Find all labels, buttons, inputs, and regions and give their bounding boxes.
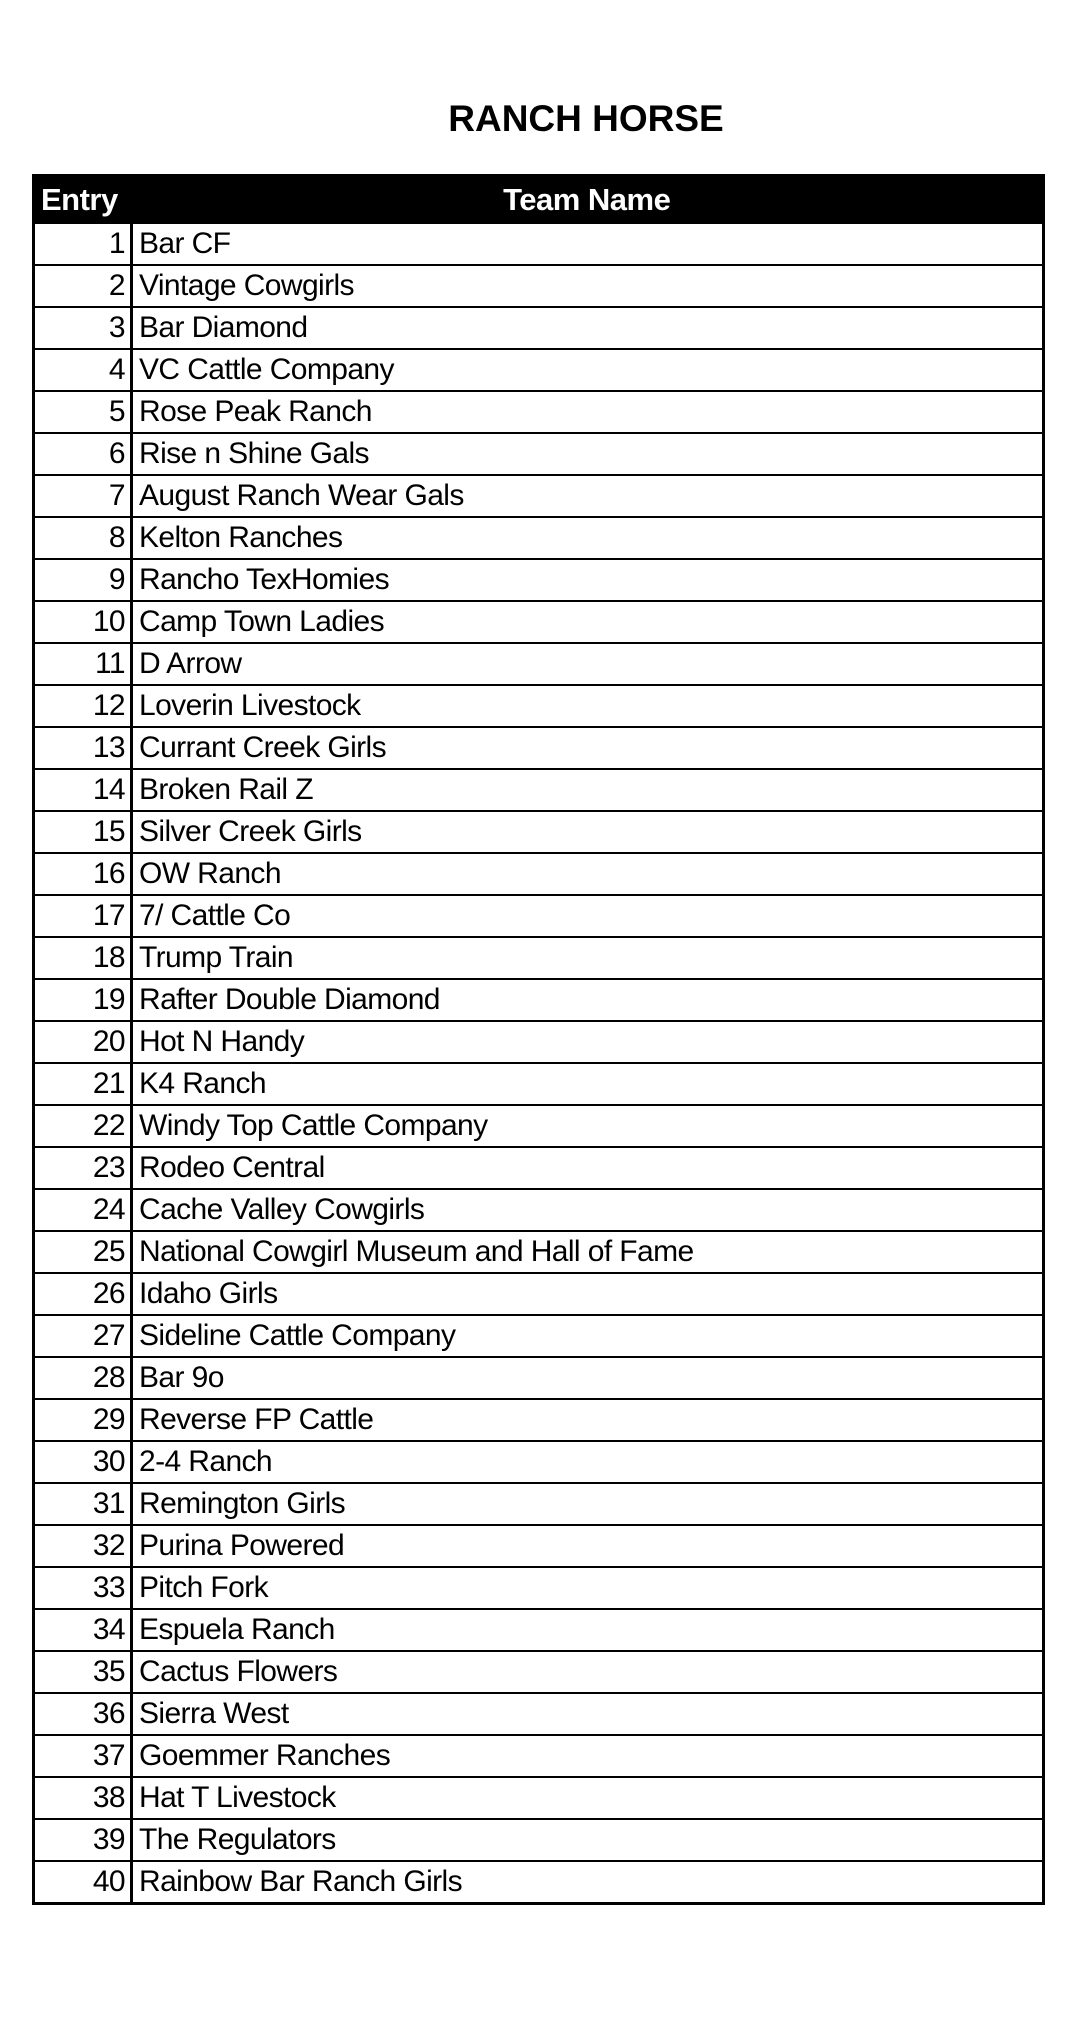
team-name-cell: Bar 9o <box>132 1357 1044 1399</box>
table-row <box>34 1105 1044 1147</box>
entry-number-cell: 8 <box>34 517 132 559</box>
table-row <box>34 1567 1044 1609</box>
entry-number-cell: 7 <box>34 475 132 517</box>
table-row <box>34 1483 1044 1525</box>
entry-number-cell: 28 <box>34 1357 132 1399</box>
table-row <box>34 1819 1044 1861</box>
table-row <box>34 853 1044 895</box>
entry-number-cell: 27 <box>34 1315 132 1357</box>
table-row <box>34 1441 1044 1483</box>
table-row <box>34 517 1044 559</box>
entry-number-cell: 10 <box>34 601 132 643</box>
team-name-cell: Rodeo Central <box>132 1147 1044 1189</box>
table-row <box>34 601 1044 643</box>
entry-number-cell: 17 <box>34 895 132 937</box>
entry-number-cell: 22 <box>34 1105 132 1147</box>
team-roster-table <box>32 174 1045 1905</box>
table-row <box>34 1525 1044 1567</box>
team-name-cell: Hot N Handy <box>132 1021 1044 1063</box>
entry-number-cell: 37 <box>34 1735 132 1777</box>
entry-number-cell: 34 <box>34 1609 132 1651</box>
entry-number-cell: 4 <box>34 349 132 391</box>
table-row <box>34 433 1044 475</box>
table-row <box>34 265 1044 307</box>
entry-number-cell: 30 <box>34 1441 132 1483</box>
team-name-cell: K4 Ranch <box>132 1063 1044 1105</box>
team-name-cell: Rafter Double Diamond <box>132 979 1044 1021</box>
team-name-cell: The Regulators <box>132 1819 1044 1861</box>
page-title: RANCH HORSE <box>448 97 724 139</box>
team-name-cell: 7/ Cattle Co <box>132 895 1044 937</box>
entry-number-cell: 9 <box>34 559 132 601</box>
entry-number-cell: 6 <box>34 433 132 475</box>
team-name-cell: 2-4 Ranch <box>132 1441 1044 1483</box>
table-row <box>34 307 1044 349</box>
table-row <box>34 1357 1044 1399</box>
entry-number-cell: 15 <box>34 811 132 853</box>
entry-number-cell: 35 <box>34 1651 132 1693</box>
table-row <box>34 1399 1044 1441</box>
team-name-cell: Loverin Livestock <box>132 685 1044 727</box>
team-name-cell: Purina Powered <box>132 1525 1044 1567</box>
table-row <box>34 811 1044 853</box>
table-row <box>34 475 1044 517</box>
table-row <box>34 1273 1044 1315</box>
table-row <box>34 685 1044 727</box>
table-row <box>34 349 1044 391</box>
team-name-cell: Goemmer Ranches <box>132 1735 1044 1777</box>
entry-number-cell: 33 <box>34 1567 132 1609</box>
team-name-cell: Windy Top Cattle Company <box>132 1105 1044 1147</box>
entry-number-cell: 24 <box>34 1189 132 1231</box>
table-row <box>34 643 1044 685</box>
table-row <box>34 1693 1044 1735</box>
entry-number-cell: 31 <box>34 1483 132 1525</box>
entry-number-cell: 32 <box>34 1525 132 1567</box>
table-row <box>34 1777 1044 1819</box>
team-name-cell: Sideline Cattle Company <box>132 1315 1044 1357</box>
table-row <box>34 895 1044 937</box>
table-row <box>34 1231 1044 1273</box>
table-row <box>34 937 1044 979</box>
table-row <box>34 727 1044 769</box>
entry-number-cell: 39 <box>34 1819 132 1861</box>
entry-number-cell: 14 <box>34 769 132 811</box>
table-row <box>34 1063 1044 1105</box>
team-name-cell: Broken Rail Z <box>132 769 1044 811</box>
team-name-cell: Trump Train <box>132 937 1044 979</box>
team-name-cell: Rainbow Bar Ranch Girls <box>132 1861 1044 1904</box>
entry-number-cell: 18 <box>34 937 132 979</box>
team-name-cell: D Arrow <box>132 643 1044 685</box>
team-name-cell: August Ranch Wear Gals <box>132 475 1044 517</box>
entry-number-cell: 12 <box>34 685 132 727</box>
team-name-cell: Rancho TexHomies <box>132 559 1044 601</box>
entry-number-cell: 19 <box>34 979 132 1021</box>
team-name-cell: Espuela Ranch <box>132 1609 1044 1651</box>
team-name-cell: Cactus Flowers <box>132 1651 1044 1693</box>
column-header-team-name: Team Name <box>132 176 1044 224</box>
entry-number-cell: 25 <box>34 1231 132 1273</box>
entry-number-cell: 5 <box>34 391 132 433</box>
table-header-row <box>34 176 1044 224</box>
table-row <box>34 1189 1044 1231</box>
team-name-cell: Silver Creek Girls <box>132 811 1044 853</box>
entry-number-cell: 29 <box>34 1399 132 1441</box>
entry-number-cell: 26 <box>34 1273 132 1315</box>
table-row <box>34 1651 1044 1693</box>
table-row <box>34 559 1044 601</box>
table-row <box>34 769 1044 811</box>
entry-number-cell: 2 <box>34 265 132 307</box>
team-name-cell: Rise n Shine Gals <box>132 433 1044 475</box>
team-name-cell: OW Ranch <box>132 853 1044 895</box>
team-name-cell: Sierra West <box>132 1693 1044 1735</box>
entry-number-cell: 1 <box>34 223 132 265</box>
team-name-cell: National Cowgirl Museum and Hall of Fame <box>132 1231 1044 1273</box>
team-name-cell: Reverse FP Cattle <box>132 1399 1044 1441</box>
team-name-cell: Rose Peak Ranch <box>132 391 1044 433</box>
table-body <box>34 223 1044 1904</box>
table-row <box>34 1021 1044 1063</box>
table-row <box>34 223 1044 265</box>
team-name-cell: Idaho Girls <box>132 1273 1044 1315</box>
column-header-entry: Entry <box>34 176 132 224</box>
team-name-cell: Camp Town Ladies <box>132 601 1044 643</box>
team-name-cell: Kelton Ranches <box>132 517 1044 559</box>
team-name-cell: Vintage Cowgirls <box>132 265 1044 307</box>
team-name-cell: Hat T Livestock <box>132 1777 1044 1819</box>
team-name-cell: Bar CF <box>132 223 1044 265</box>
entry-number-cell: 16 <box>34 853 132 895</box>
entry-number-cell: 3 <box>34 307 132 349</box>
entry-number-cell: 23 <box>34 1147 132 1189</box>
entry-number-cell: 20 <box>34 1021 132 1063</box>
table-row <box>34 979 1044 1021</box>
table-row <box>34 1861 1044 1904</box>
entry-number-cell: 38 <box>34 1777 132 1819</box>
table-row <box>34 1609 1044 1651</box>
table-row <box>34 1147 1044 1189</box>
team-name-cell: Remington Girls <box>132 1483 1044 1525</box>
table-row <box>34 1735 1044 1777</box>
team-name-cell: VC Cattle Company <box>132 349 1044 391</box>
team-name-cell: Currant Creek Girls <box>132 727 1044 769</box>
entry-number-cell: 13 <box>34 727 132 769</box>
entry-number-cell: 36 <box>34 1693 132 1735</box>
entry-number-cell: 21 <box>34 1063 132 1105</box>
table-row <box>34 1315 1044 1357</box>
team-name-cell: Pitch Fork <box>132 1567 1044 1609</box>
entry-number-cell: 40 <box>34 1861 132 1904</box>
team-name-cell: Cache Valley Cowgirls <box>132 1189 1044 1231</box>
team-name-cell: Bar Diamond <box>132 307 1044 349</box>
entry-number-cell: 11 <box>34 643 132 685</box>
table-row <box>34 391 1044 433</box>
